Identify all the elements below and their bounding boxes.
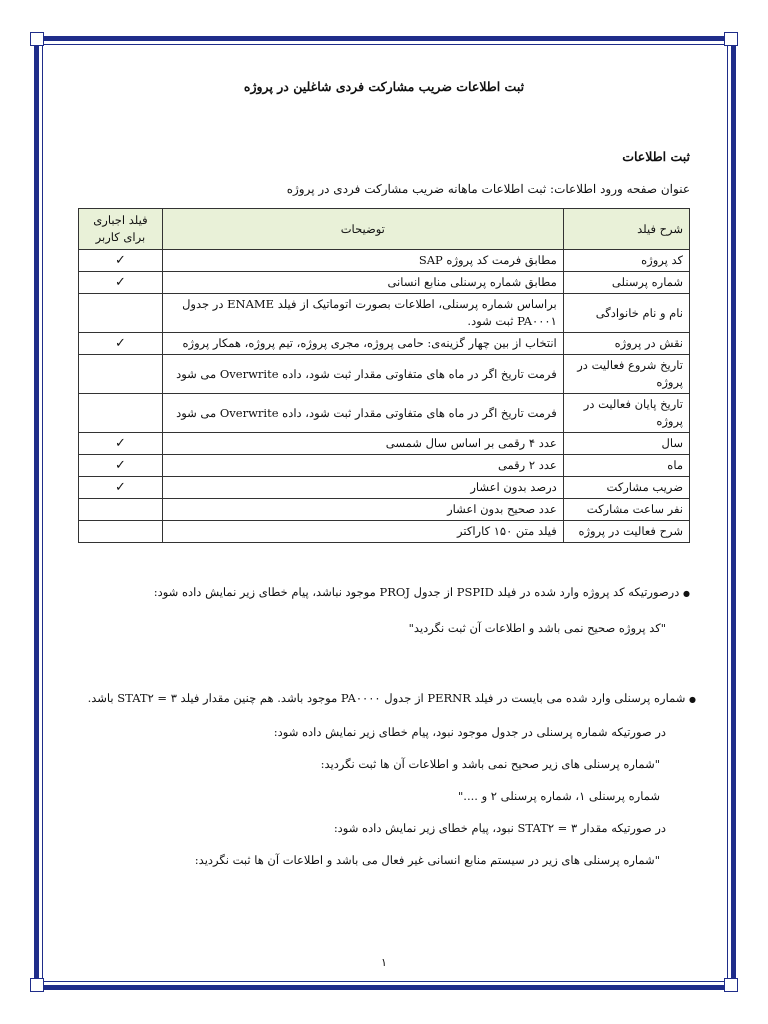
field-cell: نفر ساعت مشارکت [563,499,689,521]
border-corner-bottom-right [724,978,738,992]
field-cell: کد پروژه [563,250,689,272]
field-cell: نام و نام خانوادگی [563,294,689,333]
required-check-icon [79,521,163,543]
description-cell: درصد بدون اعشار [162,477,563,499]
description-cell: فرمت تاریخ اگر در ماه های متفاوتی مقدار ثبت شود، داده Overwrite می شود [162,394,563,433]
required-check-icon [79,294,163,333]
description-cell: عدد ۲ رقمی [162,455,563,477]
field-cell: تاریخ پایان فعالیت در پروژه [563,394,689,433]
description-cell: انتخاب از بین چهار گزینه‌ی: حامی پروژه، مجری پروژه، تیم پروژه، همکار پروژه [162,333,563,355]
required-check-icon [79,499,163,521]
required-check-icon: ✓ [79,477,163,499]
document-title: ثبت اطلاعات ضریب مشارکت فردی شاغلین در پروژه [243,79,525,94]
field-cell: سال [563,433,689,455]
table-row [79,294,690,333]
table-row [79,355,690,394]
border-corner-top-left [30,32,44,46]
border-corner-top-right [724,32,738,46]
note-stat-check: در صورتیکه مقدار ۳ = STAT۲ نبود، پیام خطای زیر نمایش داده شود: [333,821,666,835]
required-check-icon: ✓ [79,333,163,355]
table-row [79,333,690,355]
description-cell: فیلد متن ۱۵۰ کاراکتر [162,521,563,543]
note-project-code [78,583,690,603]
field-cell: تاریخ شروع فعالیت در پروژه [563,355,689,394]
required-check-icon: ✓ [79,433,163,455]
form-subtitle: عنوان صفحه ورود اطلاعات: ثبت اطلاعات ماهانه ضریب مشارکت فردی در پروژه [286,182,690,196]
border-corner-bottom-left [30,978,44,992]
table-header-row [79,209,690,250]
required-check-icon: ✓ [79,272,163,294]
field-cell: ماه [563,455,689,477]
header-description: توضیحات [162,209,563,250]
description-cell: عدد صحیح بدون اعشار [162,499,563,521]
description-cell: مطابق شماره پرسنلی منابع انسانی [162,272,563,294]
field-cell: شرح فعالیت در پروژه [563,521,689,543]
table-row [79,272,690,294]
description-cell: عدد ۴ رقمی بر اساس سال شمسی [162,433,563,455]
description-cell: فرمت تاریخ اگر در ماه های متفاوتی مقدار ثبت شود، داده Overwrite می شود [162,355,563,394]
note-personnel-number [78,689,696,709]
note-stat-error: "شماره پرسنلی های زیر در سیستم منابع انسانی غیر فعال می باشد و اطلاعات آن ها ثبت نگردید: [194,853,660,867]
field-spec-table [78,208,690,543]
header-required: فیلد اجباری برای کاربر [79,209,163,250]
bullet-icon: ● [689,695,696,704]
field-cell: ضریب مشارکت [563,477,689,499]
table-row [79,499,690,521]
table-row [79,250,690,272]
note-project-code-text: درصورتیکه کد پروژه وارد شده در فیلد PSPID از جدول PROJ موجود نباشد، پیام خطای زیر نمایش داده شود: [153,585,680,599]
note-personnel-missing-error: "شماره پرسنلی های زیر صحیح نمی باشد و اطلاعات آن ها ثبت نگردید: [320,757,660,771]
table-row [79,394,690,433]
required-check-icon [79,394,163,433]
description-cell: براساس شماره پرسنلی، اطلاعات بصورت اتوماتیک از فیلد ENAME در جدول PA۰۰۰۱ ثبت شود. [162,294,563,333]
document-page [78,70,696,869]
table-row [79,521,690,543]
note-personnel-missing: در صورتیکه شماره پرسنلی در جدول موجود نبود، پیام خطای زیر نمایش داده شود: [273,725,666,739]
required-check-icon [79,355,163,394]
page-number: ۱ [381,956,387,969]
required-check-icon: ✓ [79,250,163,272]
section-heading: ثبت اطلاعات [622,149,690,164]
header-field: شرح فیلد [563,209,689,250]
field-cell: نقش در پروژه [563,333,689,355]
note-project-code-error: "کد پروژه صحیح نمی باشد و اطلاعات آن ثبت نگردید" [408,621,666,635]
table-row [79,477,690,499]
table-row [79,455,690,477]
table-row [79,433,690,455]
note-personnel-number-text: شماره پرسنلی وارد شده می بایست در فیلد PERNR از جدول PA۰۰۰۰ موجود باشد. هم چنین مقدار فیلد ۳ = STAT۲ باشد. [87,691,686,705]
field-cell: شماره پرسنلی [563,272,689,294]
description-cell: مطابق فرمت کد پروژه SAP [162,250,563,272]
bullet-icon: ● [683,589,690,598]
note-personnel-list: شماره پرسنلی ۱، شماره پرسنلی ۲ و ...." [458,789,660,803]
required-check-icon: ✓ [79,455,163,477]
